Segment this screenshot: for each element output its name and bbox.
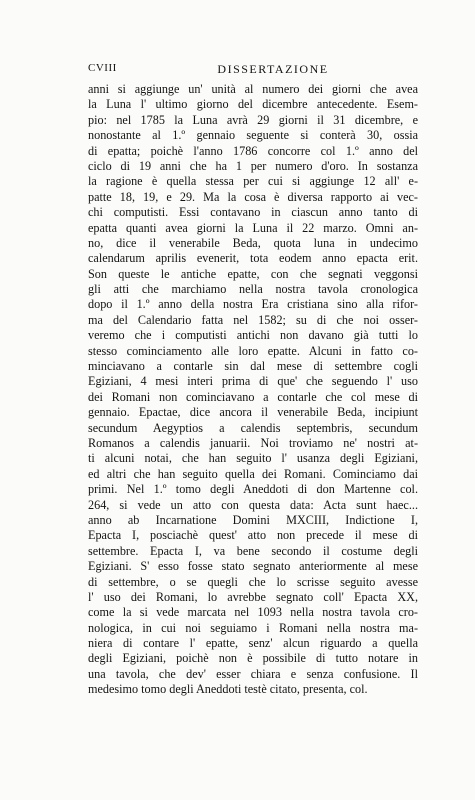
text-line: Son queste le antiche epatte, con che segnati veggonsi (88, 266, 418, 281)
text-line: Egiziani, 4 mesi interi prima di que' che seguendo l' uso (88, 374, 418, 389)
text-line: gli atti che marchiamo nella nostra tavola cronologica (88, 282, 418, 297)
text-line: dei Romani non cominciavano a contarle che col mese di (88, 389, 418, 404)
body-text (88, 82, 418, 698)
text-line: niera di contare l' epatte, senz' alcun riguardo a quella (88, 636, 418, 651)
running-title: DISSERTAZIONE (217, 62, 329, 76)
text-line: secundum Aegyptios a calendis septembris, secundum (88, 420, 418, 435)
text-line: ti alcuni notai, che han seguito l' usanza degli Egiziani, (88, 451, 418, 466)
text-line: di settembre, o se quegli che lo scrisse seguito avesse (88, 574, 418, 589)
text-line: dopo il 1.º anno della nostra Era cristiana sino alla rifor- (88, 297, 418, 312)
text-line: ma del Calendario fatta nel 1582; su di che noi osser- (88, 312, 418, 327)
text-line: la Luna l' ultimo giorno del dicembre antecedente. Esem- (88, 97, 418, 112)
page-header (88, 62, 418, 78)
text-line: calendarum aprilis evenerit, tota eodem anno epacta erit. (88, 251, 418, 266)
text-line: no, dice il venerabile Beda, quota luna in undecimo (88, 235, 418, 250)
text-line: primi. Nel 1.º tomo degli Aneddoti di don Martenne col. (88, 482, 418, 497)
text-line: minciavano a contarle sin dal mese di settembre cogli (88, 359, 418, 374)
text-line: degli Egiziani, poichè non è possibile di tutto notare in (88, 651, 418, 666)
text-line: la ragione è quella stessa per cui si aggiunge 12 all' e- (88, 174, 418, 189)
text-line: patte 18, 19, e 29. Ma la cosa è diversa rapporto ai vec- (88, 189, 418, 204)
text-line: medesimo tomo degli Aneddoti testè citato, presenta, col. (88, 682, 368, 697)
text-line: l' uso dei Romani, lo avrebbe segnato coll' Epacta XX, (88, 589, 418, 604)
text-line: anno ab Incarnatione Domini MXCIII, Indictione I, (88, 512, 418, 527)
text-line: nonostante al 1.º gennaio seguente si conterà 30, ossia (88, 128, 418, 143)
text-line: nologica, in cui noi seguiamo i Romani nella nostra ma- (88, 620, 418, 635)
text-line: di epatta; poichè l'anno 1786 concorre col 1.º anno del (88, 143, 418, 158)
text-line: ed altri che han seguito quella dei Romani. Cominciamo dai (88, 466, 418, 481)
text-line: Epacta I, posciachè quest' atto non precede il mese di (88, 528, 418, 543)
text-line: come la si vede marcata nel 1093 nella nostra tavola cro- (88, 605, 418, 620)
text-line: settembre. Epacta I, va bene secondo il costume degli (88, 543, 418, 558)
text-line: 264, si vede un atto con questa data: Acta sunt haec... (88, 497, 418, 512)
text-line: chi computisti. Essi contavano in ciascun anno tanto di (88, 205, 418, 220)
text-line: pio: nel 1785 la Luna avrà 29 giorni il 31 dicembre, e (88, 112, 418, 127)
text-line: anni si aggiunge un' unità al numero dei giorni che avea (88, 82, 418, 96)
text-line: ciclo di 19 anni che ha 1 per numero d'oro. In sostanza (88, 158, 418, 173)
text-line: epatta quanti avea giorni la Luna il 22 marzo. Omni an- (88, 220, 418, 235)
text-line: gennaio. Epactae, dice ancora il venerabile Beda, incipiunt (88, 405, 418, 420)
text-line: stesso cominciamento alle loro epatte. Alcuni in fatto co- (88, 343, 418, 358)
text-line: Romanos a calendis januarii. Noi troviamo ne' nostri at- (88, 435, 418, 450)
text-line: veremo che i computisti antichi non davano già tutti lo (88, 328, 418, 343)
text-line: Egiziani. S' esso fosse stato segnato anteriormente al mese (88, 559, 418, 574)
text-line: una tavola, che dev' esser chiara e senza confusione. Il (88, 666, 418, 681)
page-number: CVIII (88, 62, 117, 74)
